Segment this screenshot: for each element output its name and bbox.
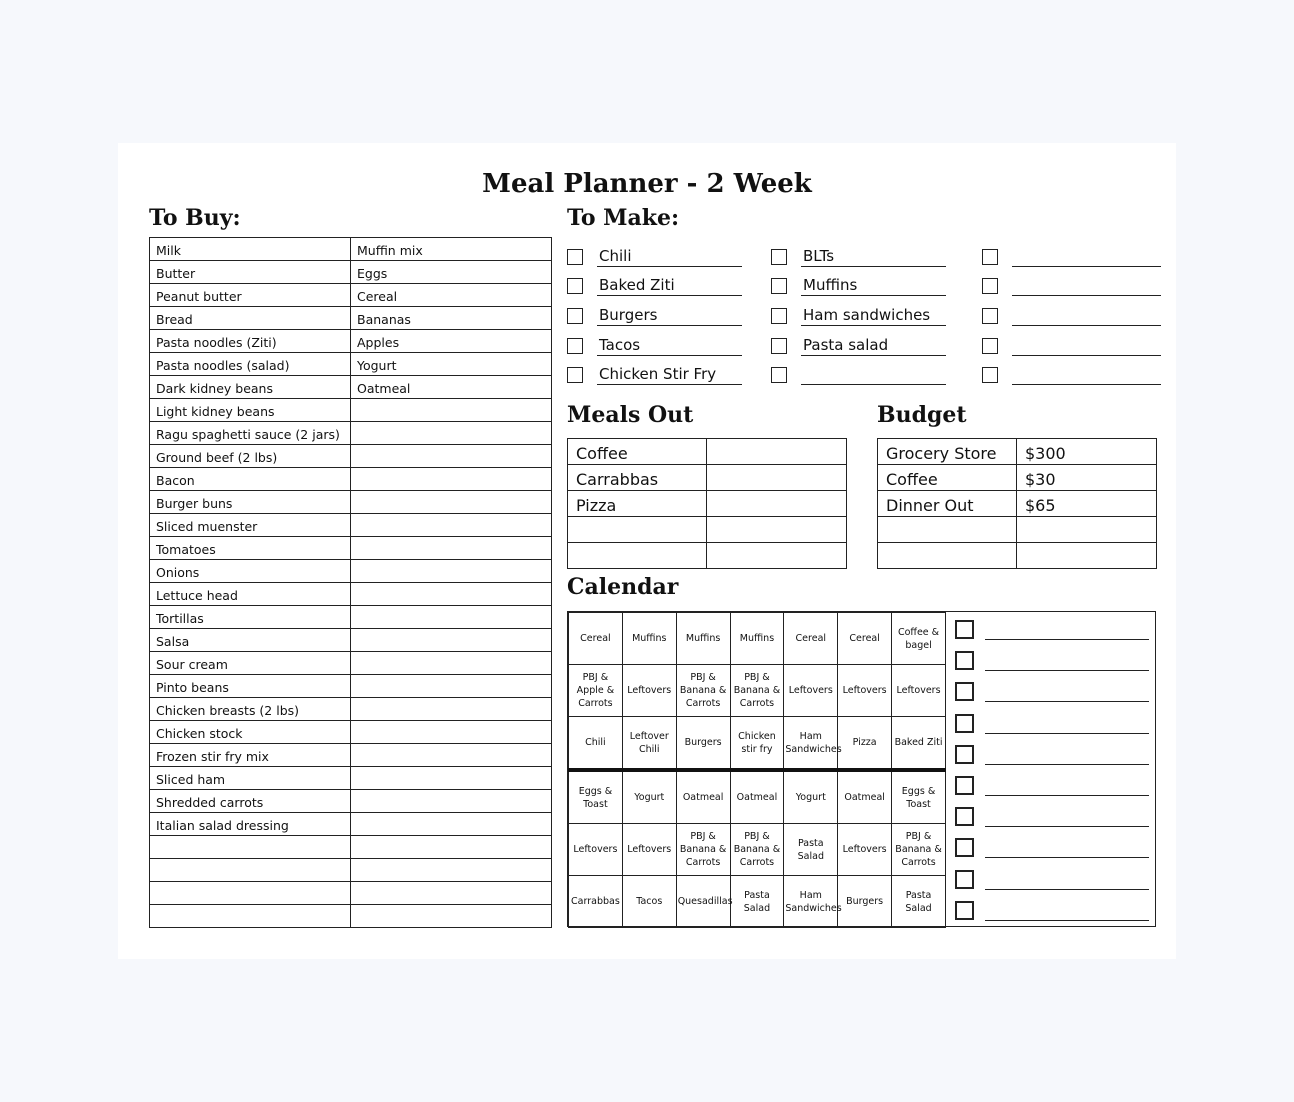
to-buy-row	[150, 238, 552, 261]
calendar-checkbox[interactable]	[955, 870, 974, 889]
to-buy-item-col2[interactable]: Oatmeal	[351, 376, 552, 399]
calendar-cell[interactable]: PBJ & Banana & Carrots	[730, 665, 784, 717]
calendar-heading: Calendar	[567, 574, 679, 600]
to-buy-item-col2[interactable]: Apples	[351, 330, 552, 353]
to-buy-item-col1[interactable]: Chicken stock	[150, 721, 351, 744]
budget-label[interactable]: Grocery Store	[878, 439, 1017, 465]
to-buy-row	[150, 836, 552, 859]
calendar-cell[interactable]: Coffee & bagel	[892, 613, 946, 665]
meals-out-value[interactable]	[707, 517, 847, 543]
calendar-cell[interactable]: Oatmeal	[730, 770, 784, 824]
meals-out-row	[568, 543, 847, 569]
to-make-checkbox[interactable]	[567, 367, 583, 383]
calendar-checkbox[interactable]	[955, 901, 974, 920]
to-buy-item-col1[interactable]: Ragu spaghetti sauce (2 jars)	[150, 422, 351, 445]
calendar-cell[interactable]: Leftovers	[838, 824, 892, 876]
to-buy-item-col1[interactable]: Tortillas	[150, 606, 351, 629]
to-buy-row	[150, 353, 552, 376]
to-buy-item-col2[interactable]: Bananas	[351, 307, 552, 330]
calendar-row	[569, 613, 946, 665]
to-make-checkbox[interactable]	[567, 278, 583, 294]
to-make-checkbox[interactable]	[771, 338, 787, 354]
to-buy-item-col1[interactable]: Pasta noodles (salad)	[150, 353, 351, 376]
calendar-cell[interactable]: Yogurt	[622, 770, 676, 824]
to-buy-row	[150, 537, 552, 560]
to-make-item[interactable]: Pasta salad	[801, 335, 946, 356]
budget-label[interactable]: Dinner Out	[878, 491, 1017, 517]
to-buy-row	[150, 583, 552, 606]
budget-value[interactable]: $65	[1017, 491, 1157, 517]
calendar-cell[interactable]: PBJ & Banana & Carrots	[676, 824, 730, 876]
to-buy-item-col1[interactable]: Dark kidney beans	[150, 376, 351, 399]
to-buy-row	[150, 606, 552, 629]
calendar-cell[interactable]: Muffins	[622, 613, 676, 665]
meals-out-row	[568, 491, 847, 517]
to-buy-row	[150, 307, 552, 330]
calendar-checklist-line[interactable]	[985, 888, 1149, 890]
calendar-cell[interactable]: Eggs & Toast	[569, 770, 623, 824]
to-buy-item-col2[interactable]	[351, 514, 552, 537]
to-buy-item-col1[interactable]: Bacon	[150, 468, 351, 491]
calendar-cell[interactable]: Muffins	[676, 613, 730, 665]
calendar-checklist-line[interactable]	[985, 919, 1149, 921]
to-buy-item-col2[interactable]	[351, 606, 552, 629]
to-buy-row	[150, 813, 552, 836]
calendar-checklist-line[interactable]	[985, 669, 1149, 671]
to-buy-item-col2[interactable]	[351, 583, 552, 606]
to-make-checkbox[interactable]	[982, 338, 998, 354]
to-make-checkbox[interactable]	[982, 278, 998, 294]
budget-label[interactable]	[878, 517, 1017, 543]
to-buy-item-col1[interactable]: Peanut butter	[150, 284, 351, 307]
calendar-cell[interactable]: Burgers	[676, 717, 730, 771]
to-buy-item-col1[interactable]	[150, 859, 351, 882]
calendar-cell[interactable]: PBJ & Apple & Carrots	[569, 665, 623, 717]
to-make-item[interactable]: Chili	[597, 246, 742, 267]
calendar-cell[interactable]: Pizza	[838, 717, 892, 771]
to-buy-row	[150, 468, 552, 491]
budget-value[interactable]: $30	[1017, 465, 1157, 491]
to-buy-row	[150, 376, 552, 399]
calendar-row	[569, 876, 946, 928]
calendar-checkbox[interactable]	[955, 838, 974, 857]
calendar-cell[interactable]: Cereal	[569, 613, 623, 665]
to-buy-item-col2[interactable]	[351, 882, 552, 905]
to-buy-item-col1[interactable]: Italian salad dressing	[150, 813, 351, 836]
to-buy-item-col1[interactable]: Sour cream	[150, 652, 351, 675]
calendar-cell[interactable]: Cereal	[838, 613, 892, 665]
to-buy-item-col1[interactable]	[150, 905, 351, 928]
to-buy-item-col2[interactable]: Muffin mix	[351, 238, 552, 261]
to-buy-item-col2[interactable]	[351, 652, 552, 675]
calendar	[567, 611, 1156, 927]
calendar-cell[interactable]: Carrabbas	[569, 876, 623, 928]
meals-out-row	[568, 517, 847, 543]
to-buy-item-col2[interactable]	[351, 560, 552, 583]
budget-value[interactable]	[1017, 517, 1157, 543]
calendar-cell[interactable]: Ham Sandwiches	[784, 717, 838, 771]
to-buy-item-col1[interactable]: Sliced ham	[150, 767, 351, 790]
to-make-checkbox[interactable]	[982, 308, 998, 324]
calendar-cell[interactable]: Oatmeal	[838, 770, 892, 824]
calendar-cell[interactable]: Baked Ziti	[892, 717, 946, 771]
calendar-row	[569, 717, 946, 771]
to-buy-item-col2[interactable]	[351, 675, 552, 698]
to-buy-item-col1[interactable]: Light kidney beans	[150, 399, 351, 422]
calendar-checkbox[interactable]	[955, 714, 974, 733]
meals-out-row	[568, 465, 847, 491]
to-buy-row	[150, 261, 552, 284]
to-make-item[interactable]: Muffins	[801, 275, 946, 296]
calendar-cell[interactable]: Leftovers	[838, 665, 892, 717]
to-make-item[interactable]: Baked Ziti	[597, 275, 742, 296]
calendar-cell[interactable]: Leftovers	[784, 665, 838, 717]
calendar-cell[interactable]: Chili	[569, 717, 623, 771]
to-buy-row	[150, 675, 552, 698]
calendar-checkbox[interactable]	[955, 651, 974, 670]
to-buy-item-col2[interactable]: Yogurt	[351, 353, 552, 376]
calendar-checklist-line[interactable]	[985, 638, 1149, 640]
meals-out-value[interactable]	[707, 543, 847, 569]
meals-out-value[interactable]	[707, 439, 847, 465]
calendar-cell[interactable]: Leftovers	[622, 665, 676, 717]
calendar-grid	[568, 612, 946, 928]
to-make-checkbox[interactable]	[771, 367, 787, 383]
calendar-cell[interactable]: Pasta Salad	[784, 824, 838, 876]
to-make-item[interactable]: BLTs	[801, 246, 946, 267]
to-buy-row	[150, 882, 552, 905]
calendar-cell[interactable]: Chicken stir fry	[730, 717, 784, 771]
to-buy-item-col2[interactable]	[351, 468, 552, 491]
to-make-item[interactable]	[1012, 246, 1161, 267]
calendar-cell[interactable]: Pasta Salad	[730, 876, 784, 928]
calendar-cell[interactable]: Leftovers	[622, 824, 676, 876]
calendar-cell[interactable]: Pasta Salad	[892, 876, 946, 928]
to-buy-item-col1[interactable]: Sliced muenster	[150, 514, 351, 537]
calendar-cell[interactable]: Quesadillas	[676, 876, 730, 928]
budget-label[interactable]	[878, 543, 1017, 569]
budget-row	[878, 491, 1157, 517]
to-buy-item-col2[interactable]	[351, 537, 552, 560]
to-buy-item-col2[interactable]	[351, 721, 552, 744]
to-make-checkbox[interactable]	[982, 367, 998, 383]
to-make-item[interactable]	[1012, 305, 1161, 326]
budget-row	[878, 439, 1157, 465]
calendar-checkbox[interactable]	[955, 807, 974, 826]
to-buy-row	[150, 399, 552, 422]
to-buy-item-col2[interactable]: Cereal	[351, 284, 552, 307]
to-buy-table	[149, 237, 552, 928]
to-buy-item-col1[interactable]: Tomatoes	[150, 537, 351, 560]
to-buy-item-col2[interactable]: Eggs	[351, 261, 552, 284]
calendar-row	[569, 824, 946, 876]
to-buy-item-col1[interactable]: Frozen stir fry mix	[150, 744, 351, 767]
to-buy-item-col1[interactable]: Chicken breasts (2 lbs)	[150, 698, 351, 721]
to-buy-row	[150, 445, 552, 468]
to-buy-item-col1[interactable]: Milk	[150, 238, 351, 261]
calendar-cell[interactable]: Burgers	[838, 876, 892, 928]
to-make-item[interactable]	[801, 364, 946, 385]
calendar-checkbox[interactable]	[955, 776, 974, 795]
budget-table	[877, 438, 1157, 569]
to-make-checkbox[interactable]	[771, 278, 787, 294]
to-buy-item-col1[interactable]: Bread	[150, 307, 351, 330]
calendar-cell[interactable]: Leftovers	[569, 824, 623, 876]
calendar-row	[569, 665, 946, 717]
to-buy-item-col2[interactable]	[351, 905, 552, 928]
calendar-cell[interactable]: Cereal	[784, 613, 838, 665]
to-buy-item-col2[interactable]	[351, 813, 552, 836]
to-buy-item-col2[interactable]	[351, 790, 552, 813]
calendar-cell[interactable]: Yogurt	[784, 770, 838, 824]
to-buy-row	[150, 514, 552, 537]
calendar-row	[569, 770, 946, 824]
meals-out-label[interactable]: Pizza	[568, 491, 707, 517]
meals-out-label[interactable]	[568, 517, 707, 543]
meals-out-value[interactable]	[707, 491, 847, 517]
calendar-cell[interactable]: PBJ & Banana & Carrots	[892, 824, 946, 876]
calendar-cell[interactable]: Leftover Chili	[622, 717, 676, 771]
to-buy-row	[150, 491, 552, 514]
to-make-item[interactable]: Burgers	[597, 305, 742, 326]
calendar-cell[interactable]: Oatmeal	[676, 770, 730, 824]
budget-row	[878, 517, 1157, 543]
to-make-item[interactable]	[1012, 364, 1161, 385]
to-buy-row	[150, 721, 552, 744]
to-buy-item-col2[interactable]	[351, 491, 552, 514]
to-buy-item-col1[interactable]: Burger buns	[150, 491, 351, 514]
calendar-checkbox[interactable]	[955, 620, 974, 639]
to-buy-item-col1[interactable]: Ground beef (2 lbs)	[150, 445, 351, 468]
to-buy-item-col2[interactable]	[351, 399, 552, 422]
page-title: Meal Planner - 2 Week	[482, 169, 812, 199]
to-make-checkbox[interactable]	[567, 308, 583, 324]
to-make-item[interactable]: Chicken Stir Fry	[597, 364, 742, 385]
meals-out-label[interactable]: Coffee	[568, 439, 707, 465]
calendar-cell[interactable]: Tacos	[622, 876, 676, 928]
meals-out-row	[568, 439, 847, 465]
calendar-checklist-line[interactable]	[985, 732, 1149, 734]
budget-label[interactable]: Coffee	[878, 465, 1017, 491]
calendar-checklist-line[interactable]	[985, 825, 1149, 827]
to-buy-item-col2[interactable]	[351, 629, 552, 652]
calendar-checklist-line[interactable]	[985, 794, 1149, 796]
to-buy-item-col1[interactable]	[150, 882, 351, 905]
to-make-checkbox[interactable]	[567, 249, 583, 265]
to-make-item[interactable]	[1012, 275, 1161, 296]
calendar-checkbox[interactable]	[955, 682, 974, 701]
to-make-checkbox[interactable]	[771, 308, 787, 324]
to-make-item[interactable]: Ham sandwiches	[801, 305, 946, 326]
to-buy-row	[150, 330, 552, 353]
calendar-checklist-line[interactable]	[985, 856, 1149, 858]
to-buy-item-col2[interactable]	[351, 836, 552, 859]
meals-out-table	[567, 438, 847, 569]
to-buy-row	[150, 767, 552, 790]
budget-heading: Budget	[877, 402, 967, 428]
budget-value[interactable]	[1017, 543, 1157, 569]
calendar-checklist-line[interactable]	[985, 700, 1149, 702]
calendar-cell[interactable]: Muffins	[730, 613, 784, 665]
budget-row	[878, 465, 1157, 491]
budget-row	[878, 543, 1157, 569]
calendar-checklist-line[interactable]	[985, 763, 1149, 765]
to-buy-row	[150, 629, 552, 652]
to-buy-row	[150, 790, 552, 813]
to-buy-item-col2[interactable]	[351, 859, 552, 882]
to-buy-item-col1[interactable]: Pinto beans	[150, 675, 351, 698]
to-buy-item-col2[interactable]	[351, 744, 552, 767]
to-buy-row	[150, 698, 552, 721]
to-buy-item-col2[interactable]	[351, 422, 552, 445]
calendar-cell[interactable]: Leftovers	[892, 665, 946, 717]
planner-sheet	[118, 143, 1176, 959]
to-buy-heading: To Buy:	[149, 205, 241, 231]
to-buy-item-col1[interactable]: Pasta noodles (Ziti)	[150, 330, 351, 353]
to-buy-item-col2[interactable]	[351, 767, 552, 790]
to-buy-row	[150, 744, 552, 767]
meals-out-label[interactable]	[568, 543, 707, 569]
budget-value[interactable]: $300	[1017, 439, 1157, 465]
calendar-cell[interactable]: PBJ & Banana & Carrots	[730, 824, 784, 876]
to-buy-item-col2[interactable]	[351, 698, 552, 721]
to-buy-row	[150, 859, 552, 882]
to-make-item[interactable]: Tacos	[597, 335, 742, 356]
calendar-checkbox[interactable]	[955, 745, 974, 764]
calendar-cell[interactable]: Eggs & Toast	[892, 770, 946, 824]
to-buy-row	[150, 284, 552, 307]
to-make-item[interactable]	[1012, 335, 1161, 356]
to-buy-item-col1[interactable]: Butter	[150, 261, 351, 284]
to-buy-item-col1[interactable]: Lettuce head	[150, 583, 351, 606]
to-buy-row	[150, 422, 552, 445]
to-buy-item-col2[interactable]	[351, 445, 552, 468]
to-buy-item-col1[interactable]: Salsa	[150, 629, 351, 652]
to-buy-row	[150, 560, 552, 583]
to-buy-row	[150, 905, 552, 928]
to-make-checkbox[interactable]	[771, 249, 787, 265]
to-make-checkbox[interactable]	[982, 249, 998, 265]
to-buy-row	[150, 652, 552, 675]
meals-out-label[interactable]: Carrabbas	[568, 465, 707, 491]
to-make-heading: To Make:	[567, 205, 680, 231]
meals-out-heading: Meals Out	[567, 402, 694, 428]
to-make-checkbox[interactable]	[567, 338, 583, 354]
to-buy-item-col1[interactable]: Shredded carrots	[150, 790, 351, 813]
calendar-cell[interactable]: PBJ & Banana & Carrots	[676, 665, 730, 717]
to-buy-item-col1[interactable]	[150, 836, 351, 859]
to-buy-item-col1[interactable]: Onions	[150, 560, 351, 583]
calendar-cell[interactable]: Ham Sandwiches	[784, 876, 838, 928]
meals-out-value[interactable]	[707, 465, 847, 491]
